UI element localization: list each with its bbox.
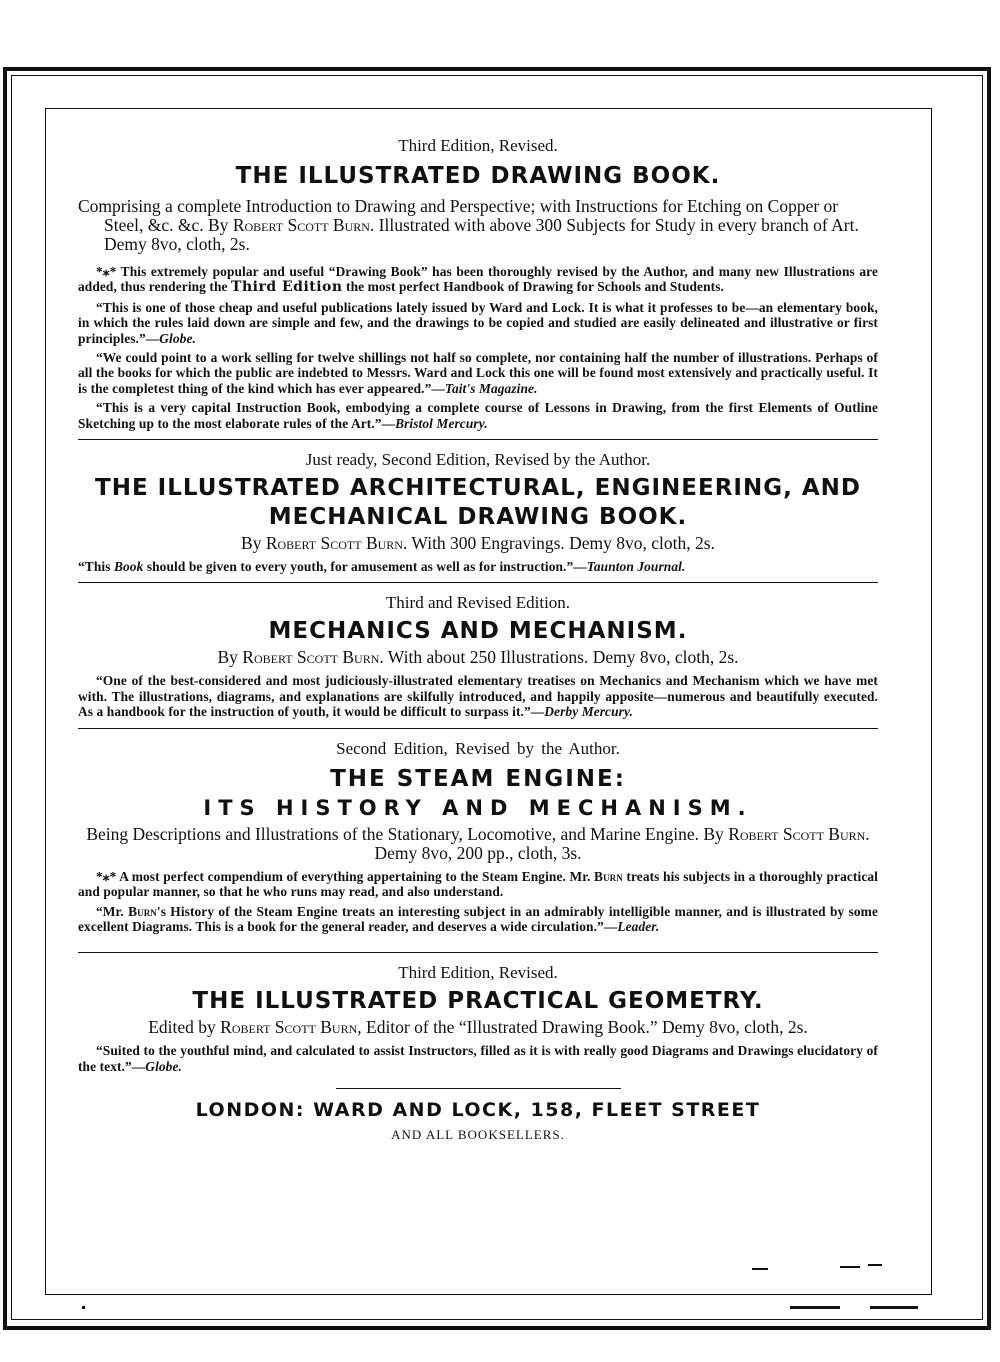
edition-note: Third Edition, Revised. — [398, 963, 558, 983]
book-title-line-1: THE STEAM ENGINE: — [330, 765, 626, 792]
section-divider — [78, 582, 878, 583]
review-source: Bristol Mercury. — [395, 415, 488, 431]
book-listing-drawing-book — [78, 136, 878, 431]
book-title-line-2: ITS HISTORY AND MECHANISM. — [203, 795, 753, 820]
book-description: Comprising a complete Introduction to Drawing and Perspective; with Instructions for Etching on Copper or Steel, &c. &c. By Robert Scott Burn. Illustrated with above 300 Subjects for Study in every branch of Art. Demy 8vo, cloth, 2s. — [78, 196, 859, 254]
review-quote: “Suited to the youthful mind, and calculated to assist Instructors, filled as it is with really good Diagrams and Drawings elucidatory of the text.”—Globe. — [78, 1043, 878, 1074]
section-divider — [78, 439, 878, 440]
review-quote: “We could point to a work selling for twelve shillings not half so complete, nor containing half the number of illustrations. Perhaps of all the books for which the public are indebted to Messrs. Ward and Lock this one will be found most extensively and practically useful. It is the completest thing of the kind which has ever appeared.”—Tait's Magazine. — [78, 350, 878, 396]
review-source: Derby Mercury. — [544, 704, 633, 720]
author-name: Burn — [128, 903, 157, 919]
edition-note: Just ready, Second Edition, Revised by the Author. — [305, 450, 651, 470]
review-quote: “Mr. Burn's History of the Steam Engine treats an interesting subject in an admirably intelligible manner, and is illustrated by some excellent Diagrams. This is a book for the general reader, and deserves a wide circulation.”—Leader. — [78, 903, 878, 934]
publisher-address: LONDON: WARD AND LOCK, 158, FLEET STREET — [195, 1099, 761, 1122]
review-source: Globe. — [145, 1058, 182, 1074]
author-name: Robert Scott Burn. — [728, 823, 870, 844]
scan-artifact — [82, 1306, 85, 1309]
book-listing-practical-geometry — [78, 963, 878, 1074]
section-divider — [78, 728, 878, 729]
book-title: THE ILLUSTRATED DRAWING BOOK. — [235, 163, 721, 189]
editorial-note: *⁎* This extremely popular and useful “Drawing Book” has been thoroughly revised by the Author, and many new Illustrations are added, thus rendering the Third Edition the most perfect Handbook of Drawing for Schools and Students. — [78, 264, 878, 296]
author-name: Robert Scott Burn. — [265, 533, 408, 554]
book-title: THE ILLUSTRATED PRACTICAL GEOMETRY. — [192, 988, 764, 1015]
review-source: Taunton Journal. — [586, 559, 686, 575]
scan-artifact — [790, 1306, 840, 1309]
book-title-line-2: MECHANICAL DRAWING BOOK. — [268, 504, 688, 531]
editorial-note: *⁎* A most perfect compendium of everything appertaining to the Steam Engine. Mr. Burn treats his subjects in a thoroughly practical and popular manner, so that he who runs may read, and also understand. — [78, 868, 878, 900]
book-byline: By Robert Scott Burn. With about 250 Illustrations. Demy 8vo, cloth, 2s. — [217, 647, 739, 668]
book-title: MECHANICS AND MECHANISM. — [268, 618, 688, 645]
review-quote: “One of the best-considered and most judiciously-illustrated elementary treatises on Mechanics and Mechanism which we have met with. The illustrations, diagrams, and explanations are skilfully introduced, and happily apposite—numerous and beautifully executed. As a handbook for the instruction of youth, it would be difficult to surpass it.”—Derby Mercury. — [78, 673, 878, 720]
footer-divider — [336, 1088, 621, 1089]
author-name: Robert Scott Burn. — [242, 647, 384, 668]
scan-artifact — [870, 1306, 918, 1309]
advertisement-page — [78, 136, 878, 1143]
book-description: Edited by Robert Scott Burn, Editor of the “Illustrated Drawing Book.” Demy 8vo, cloth, 2s. — [148, 1017, 808, 1038]
author-name: Burn — [594, 868, 623, 884]
edition-note: Second Edition, Revised by the Author. — [336, 738, 620, 758]
review-quote: “This is a very capital Instruction Book, embodying a complete course of Lessons in Drawing, from the first Elements of Outline Sketching up to the most elaborate rules of the Art.”—Bristol Mercury. — [78, 400, 878, 431]
scan-artifact — [868, 1264, 882, 1266]
review-source: Leader. — [617, 918, 660, 934]
review-source: Tait's Magazine. — [444, 380, 538, 396]
publisher-footer — [78, 1099, 878, 1143]
section-divider — [78, 952, 878, 953]
booksellers-note: AND ALL BOOKSELLERS. — [391, 1127, 565, 1143]
book-description: Being Descriptions and Illustrations of the Stationary, Locomotive, and Marine Engine. By Robert Scott Burn. Demy 8vo, 200 pp., cloth, 3s. — [86, 823, 870, 863]
book-byline: By Robert Scott Burn. With 300 Engravings. Demy 8vo, cloth, 2s. — [241, 533, 715, 554]
scan-artifact — [752, 1268, 768, 1270]
scan-artifact — [840, 1266, 860, 1268]
emphasis: Third Edition — [231, 279, 343, 296]
edition-note: Third Edition, Revised. — [398, 136, 558, 155]
book-listing-steam-engine — [78, 739, 878, 935]
review-source: Globe. — [159, 330, 196, 346]
review-quote: “This Book should be given to every youth, for amusement as well as for instruction.”—Taunton Journal. — [78, 559, 686, 575]
author-name: Robert Scott Burn. — [232, 215, 375, 235]
book-title-line-1: THE ILLUSTRATED ARCHITECTURAL, ENGINEERING, AND — [95, 475, 861, 502]
book-listing-mechanics-and-mechanism — [78, 593, 878, 719]
book-listing-architectural-drawing-book — [78, 450, 878, 574]
review-quote: “This is one of those cheap and useful publications lately issued by Ward and Lock. It is what it professes to be—an elementary book, in which the rules laid down are simple and few, and the drawings to be copied and studied are easily delineated and illustrative or first principles.”—Globe. — [78, 299, 878, 346]
edition-note: Third and Revised Edition. — [385, 593, 571, 613]
author-name: Robert Scott Burn, — [220, 1017, 362, 1038]
